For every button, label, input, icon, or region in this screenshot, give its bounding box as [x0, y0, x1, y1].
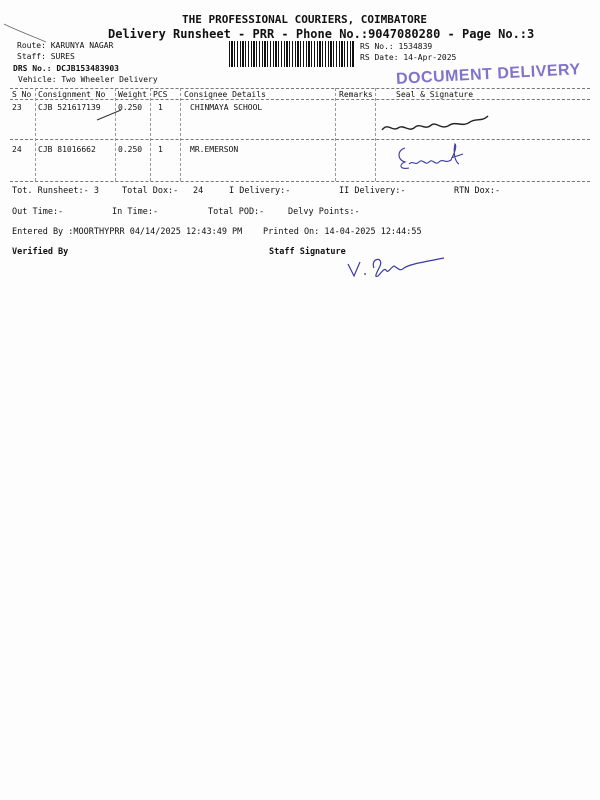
cell-pcs: 1: [158, 145, 163, 154]
drs-number: DRS No.: DCJB153483903: [13, 64, 119, 73]
vehicle-label: Vehicle: Two Wheeler Delivery: [18, 75, 158, 84]
col-header-sno: S No: [12, 90, 32, 99]
cell-sno: 23: [12, 103, 22, 112]
rs-date: RS Date: 14-Apr-2025: [360, 53, 457, 62]
rtn-dox-label: RTN Dox:-: [454, 186, 501, 196]
delivery-points-label: Delvy Points:-: [288, 207, 360, 217]
staff-signature: [344, 252, 454, 282]
cell-pcs: 1: [158, 103, 163, 112]
runsheet-subtitle: Delivery Runsheet - PRR - Phone No.:9047080280 - Page No.:3: [108, 27, 535, 41]
i-delivery-label: I Delivery:-: [229, 186, 291, 196]
cell-consignment: CJB 81016662: [38, 145, 96, 154]
col-header-signature: Seal & Signature: [396, 90, 474, 99]
col-header-consignment: Consignment No: [38, 90, 106, 99]
in-time-label: In Time:-: [112, 207, 159, 217]
printed-on: Printed On: 14-04-2025 12:44:55: [263, 227, 422, 237]
column-divider: [375, 88, 376, 181]
cell-sno: 24: [12, 145, 22, 154]
row-divider: [10, 139, 590, 140]
rs-number: RS No.: 1534839: [360, 42, 433, 51]
route-label: Route: KARUNYA NAGAR: [17, 41, 114, 50]
cell-consignment: CJB 521617139: [38, 103, 101, 112]
col-header-pcs: PCS: [153, 90, 168, 99]
table-bottom-border: [10, 181, 590, 182]
column-divider: [150, 88, 151, 181]
document-delivery-stamp: DOCUMENT DELIVERY: [395, 61, 582, 88]
recipient-signature-1: [378, 108, 498, 138]
header-bottom-border: [10, 99, 590, 100]
column-divider: [115, 88, 116, 181]
cell-weight: 0.250: [118, 145, 143, 154]
pen-mark: [95, 108, 125, 122]
total-runsheet: Tot. Runsheet:- 3: [12, 186, 99, 196]
cell-consignee: MR.EMERSON: [190, 145, 239, 154]
entered-by: Entered By :MOORTHYPRR 04/14/2025 12:43:49 PM: [12, 227, 243, 237]
recipient-signature-2: [395, 142, 475, 174]
total-dox-label: Total Dox:-: [122, 186, 179, 196]
ii-delivery-label: II Delivery:-: [339, 186, 406, 196]
col-header-weight: Weight: [118, 90, 147, 99]
out-time-label: Out Time:-: [12, 207, 64, 217]
company-title: THE PROFESSIONAL COURIERS, COIMBATORE: [182, 13, 428, 26]
table-top-border: [10, 88, 590, 89]
column-divider: [180, 88, 181, 181]
cell-consignee: CHINMAYA SCHOOL: [190, 103, 263, 112]
col-header-remarks: Remarks: [339, 90, 373, 99]
staff-signature-label: Staff Signature: [269, 247, 346, 257]
total-pod-label: Total POD:-: [208, 207, 265, 217]
verified-by-label: Verified By: [12, 247, 69, 257]
column-divider: [35, 88, 36, 181]
corner-pen-mark: [2, 22, 48, 46]
barcode: [229, 41, 355, 67]
col-header-consignee: Consignee Details: [184, 90, 266, 99]
cell-weight: 0.250: [118, 103, 143, 112]
staff-label: Staff: SURES: [17, 52, 75, 61]
column-divider: [335, 88, 336, 181]
total-dox-value: 24: [193, 186, 204, 196]
